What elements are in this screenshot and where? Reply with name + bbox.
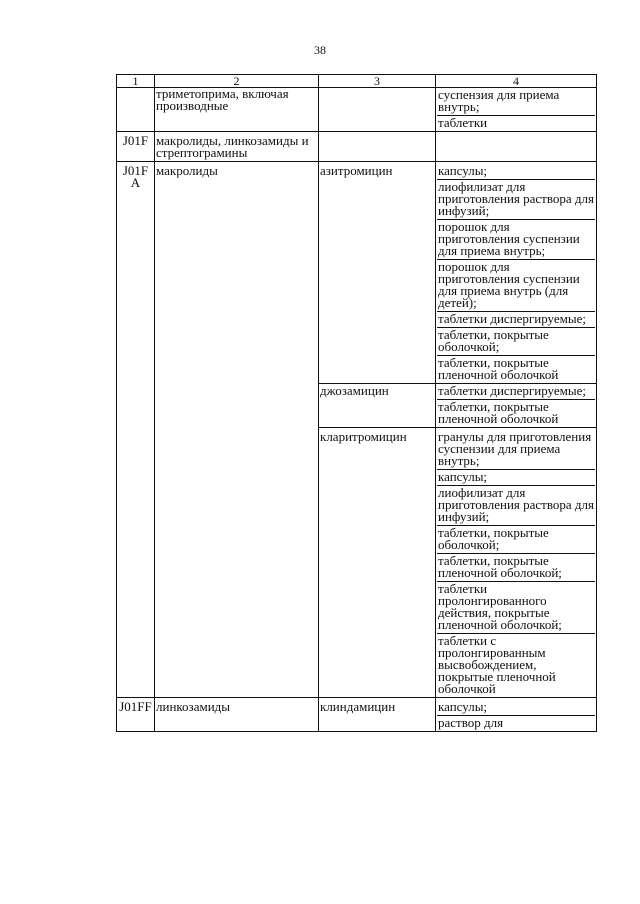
column-number: 3	[319, 75, 436, 88]
dosage-form: таблетки диспергируемые;	[437, 311, 595, 327]
drug-cell: азитромицин	[319, 162, 436, 384]
dosage-form: капсулы;	[438, 163, 488, 178]
column-number: 2	[155, 75, 319, 88]
dosage-form: порошок для приготовления суспензии для приема внутрь;	[437, 219, 595, 259]
dosage-form: таблетки, покрытые пленочной оболочкой	[437, 399, 595, 427]
group-cell: макролиды, линкозамиды и стрептограмины	[155, 132, 319, 162]
dosage-form: раствор для	[437, 715, 595, 731]
dosage-form: таблетки	[437, 115, 595, 131]
dosage-forms-cell	[436, 384, 597, 428]
dosage-form: порошок для приготовления суспензии для приема внутрь (для детей);	[437, 259, 595, 311]
medication-table	[116, 74, 597, 732]
dosage-form: лиофилизат для приготовления раствора для инфузий;	[438, 485, 594, 524]
table-row	[117, 132, 597, 162]
dosage-forms-cell	[436, 132, 597, 162]
atc-code-cell	[117, 88, 155, 132]
dosage-form: таблетки, покрытые пленочной оболочкой;	[437, 553, 595, 581]
dosage-form: суспензия для приема внутрь;	[438, 87, 560, 114]
dosage-forms-cell	[436, 88, 597, 132]
drug-cell: джозамицин	[319, 384, 436, 428]
dosage-form: таблетки пролонгированного действия, покрытые пленочной оболочкой;	[437, 581, 595, 633]
dosage-forms-cell	[436, 162, 597, 384]
atc-code-cell: J01F	[117, 132, 155, 162]
dosage-form: капсулы;	[438, 699, 488, 714]
dosage-form: таблетки, покрытые пленочной оболочкой	[437, 355, 595, 383]
dosage-form: таблетки диспергируемые;	[438, 383, 586, 398]
column-number: 4	[436, 75, 597, 88]
table-row	[117, 698, 597, 732]
column-number: 1	[117, 75, 155, 88]
atc-code-cell: J01FF	[117, 698, 155, 732]
dosage-forms-cell	[436, 698, 597, 732]
dosage-form: гранулы для приготовления суспензии для приема внутрь;	[438, 429, 592, 468]
group-cell: макролиды	[155, 162, 319, 698]
dosage-form: капсулы;	[437, 469, 595, 485]
dosage-form: таблетки, покрытые оболочкой;	[437, 525, 595, 553]
dosage-forms-cell	[436, 428, 597, 698]
dosage-form: таблетки, покрытые оболочкой;	[437, 327, 595, 355]
drug-cell	[319, 88, 436, 132]
group-cell: линкозамиды	[155, 698, 319, 732]
page-number: 38	[314, 43, 326, 57]
atc-code-cell: J01F A	[117, 162, 155, 698]
group-cell: триметоприма, включая производные	[155, 88, 319, 132]
drug-cell	[319, 132, 436, 162]
table-row	[117, 88, 597, 132]
drug-cell: кларитромицин	[319, 428, 436, 698]
dosage-form: таблетки с пролонгированным высвобождением, покрытые пленочной оболочкой	[437, 633, 595, 697]
dosage-form: лиофилизат для приготовления раствора для инфузий;	[438, 179, 594, 218]
drug-cell: клиндамицин	[319, 698, 436, 732]
table-row	[117, 162, 597, 384]
